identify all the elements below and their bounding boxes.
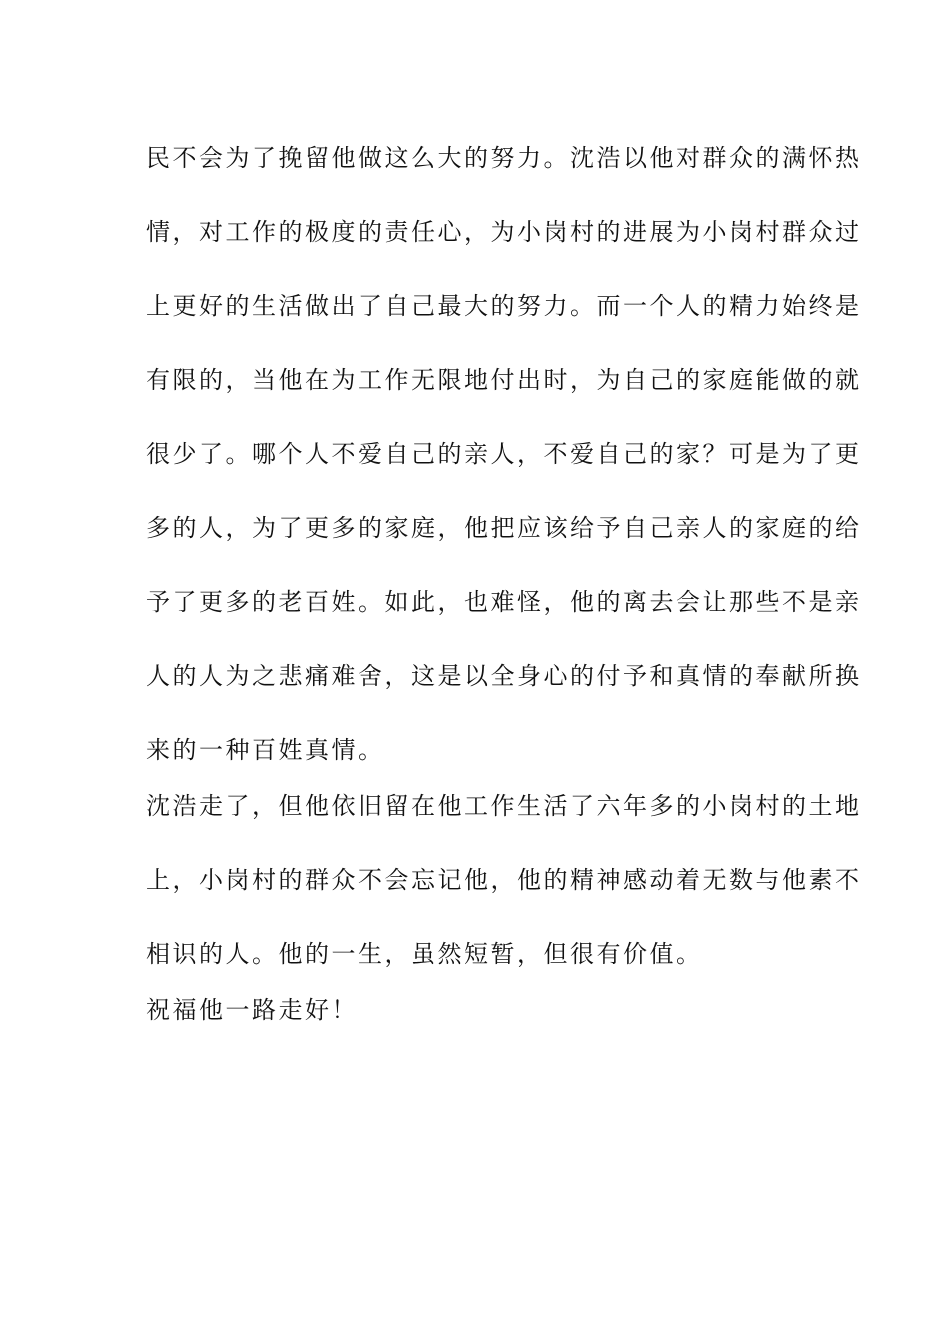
text-line: 上更好的生活做出了自己最大的努力。而一个人的精力始终是	[146, 292, 862, 320]
text-line: 相识的人。他的一生，虽然短暂，但很有价值。	[146, 940, 703, 968]
text-line: 予了更多的老百姓。如此，也难怪，他的离去会让那些不是亲	[146, 588, 862, 616]
closing-line: 祝福他一路走好！	[146, 996, 358, 1024]
text-line: 来的一种百姓真情。	[146, 736, 385, 764]
text-line: 多的人，为了更多的家庭，他把应该给予自己亲人的家庭的给	[146, 514, 862, 542]
text-line: 民不会为了挽留他做这么大的努力。沈浩以他对群众的满怀热	[146, 144, 862, 172]
text-line: 情，对工作的极度的责任心，为小岗村的进展为小岗村群众过	[146, 218, 862, 246]
text-line: 很少了。哪个人不爱自己的亲人，不爱自己的家？可是为了更	[146, 440, 862, 468]
document-body	[146, 134, 862, 1060]
text-line: 有限的，当他在为工作无限地付出时，为自己的家庭能做的就	[146, 366, 862, 394]
text-line: 沈浩走了，但他依旧留在他工作生活了六年多的小岗村的土地	[146, 792, 862, 820]
text-line: 上，小岗村的群众不会忘记他，他的精神感动着无数与他素不	[146, 866, 862, 894]
text-line: 人的人为之悲痛难舍，这是以全身心的付予和真情的奉献所换	[146, 662, 862, 690]
